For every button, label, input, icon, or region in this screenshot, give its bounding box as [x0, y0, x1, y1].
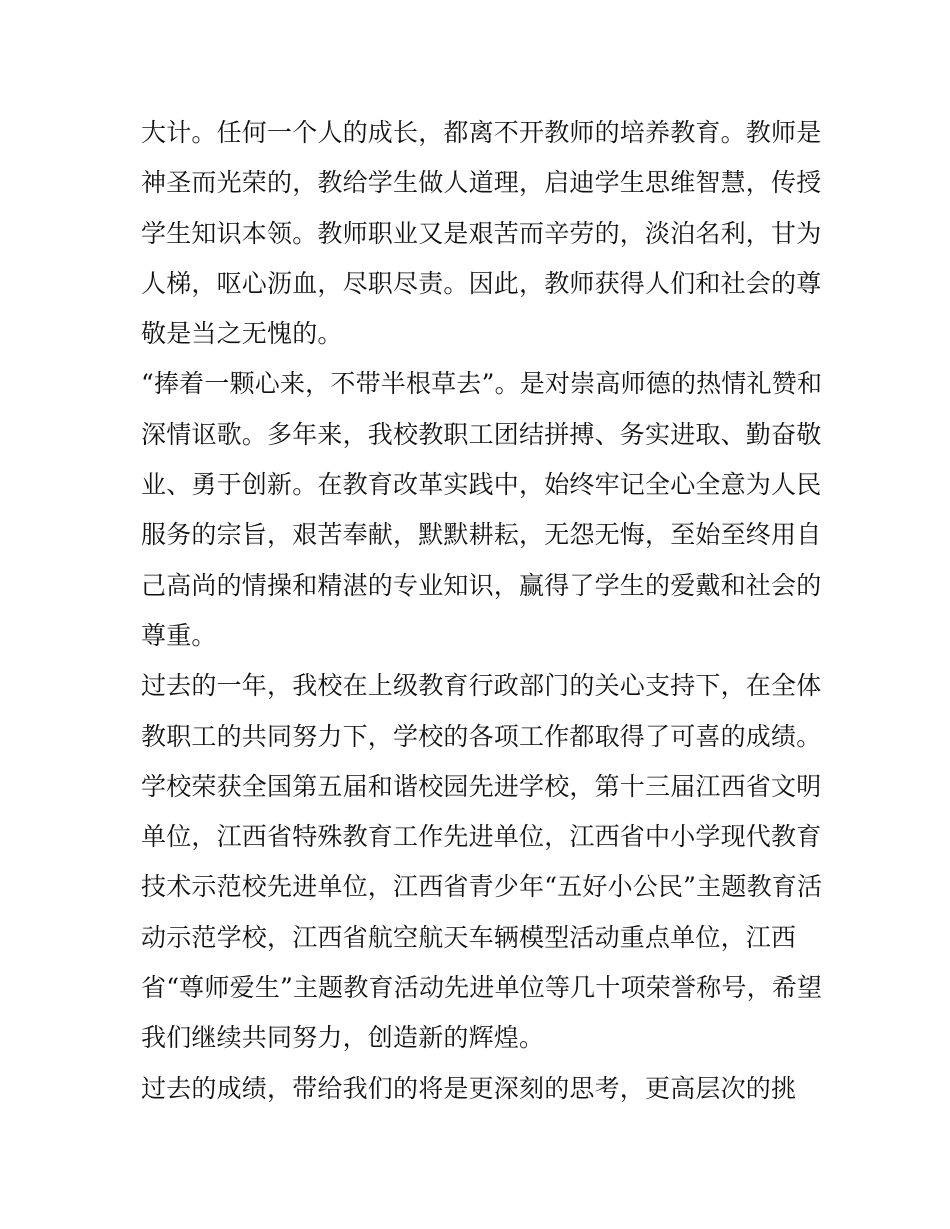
- text-line: 大计。任何一个人的成长，都离不开教师的培养教育。教师是: [141, 118, 822, 147]
- body-text: [141, 108, 821, 1114]
- text-line: 服务的宗旨，艰苦奉献，默默耕耘，无怨无悔，至始至终用自: [141, 520, 822, 550]
- text-line: 学生知识本领。教师职业又是艰苦而辛劳的，淡泊名利，甘为: [141, 218, 822, 248]
- text-line: “捧着一颗心来，不带半根草去”。是对崇高师德的热情礼赞和: [141, 369, 823, 399]
- text-line: 省“尊师爱生”主题教育活动先进单位等几十项荣誉称号，希望: [141, 973, 823, 1003]
- text-line: 人梯，呕心沥血，尽职尽责。因此，教师获得人们和社会的尊: [141, 268, 822, 298]
- text-line: 神圣而光荣的，教给学生做人道理，启迪学生思维智慧，传授: [141, 168, 822, 198]
- text-line: 学校荣获全国第五届和谐校园先进学校，第十三届江西省文明: [141, 771, 822, 801]
- text-line: 动示范学校，江西省航空航天车辆模型活动重点单位，江西: [141, 922, 797, 952]
- text-line: 敬是当之无愧的。: [141, 319, 343, 349]
- text-line: 尊重。: [141, 620, 217, 650]
- text-line: 我们继续共同努力，创造新的辉煌。: [141, 1023, 545, 1053]
- text-line: 教职工的共同努力下，学校的各项工作都取得了可喜的成绩。: [141, 721, 822, 751]
- text-line: 单位，江西省特殊教育工作先进单位，江西省中小学现代教育: [141, 822, 822, 852]
- text-line: 技术示范校先进单位，江西省青少年“五好小公民”主题教育活: [141, 872, 823, 902]
- text-line: 过去的成绩，带给我们的将是更深刻的思考，更高层次的挑: [141, 1073, 797, 1103]
- text-line: 过去的一年，我校在上级教育行政部门的关心支持下，在全体: [141, 671, 822, 701]
- text-line: 深情讴歌。多年来，我校教职工团结拼搏、务实进取、勤奋敬: [141, 419, 822, 449]
- text-line: 业、勇于创新。在教育改革实践中，始终牢记全心全意为人民: [141, 470, 822, 500]
- text-line: 己高尚的情操和精湛的专业知识，赢得了学生的爱戴和社会的: [141, 570, 822, 600]
